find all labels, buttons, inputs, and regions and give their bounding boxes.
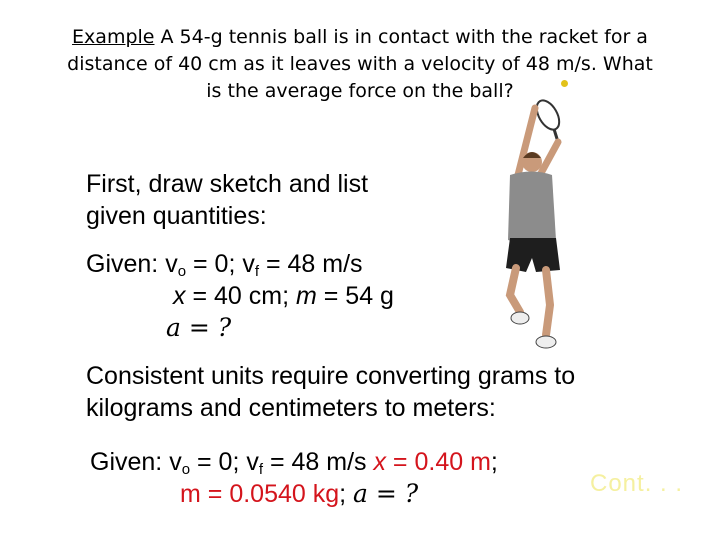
step1-text: [86, 168, 368, 232]
step2-line1: Consistent units require converting grams to: [86, 362, 576, 390]
step2-line2: kilograms and centimeters to meters:: [86, 394, 496, 422]
given1-line-acceleration: a = ?: [166, 313, 232, 342]
example-label: Example: [72, 26, 155, 48]
given-list-1: [86, 248, 394, 344]
title-line3: is the average force on the ball?: [206, 80, 514, 102]
given2-line-velocity-distance: Given: $v_o = 0$; $v_f = 48$ m/s x = 0.40 m;: [90, 448, 498, 478]
given-list-2: [90, 446, 498, 510]
title-line1: A 54-g tennis ball is in contact with the racket for a: [154, 26, 648, 48]
given1-line-distance-mass: x = 40 cm; m = 54 g: [173, 282, 394, 310]
step1-line1: First, draw sketch and list: [86, 170, 369, 198]
given1-line-velocity: Given: $v_o = 0$; $v_f = 48$ m/s: [86, 250, 363, 280]
problem-title: [20, 24, 700, 105]
continue-label: Cont. . .: [590, 470, 684, 497]
tennis-player-illustration: [480, 80, 590, 360]
title-line2: distance of 40 cm as it leaves with a velocity of 48 m/s. What: [67, 53, 653, 75]
given2-line-mass-acceleration: m = 0.0540 kg; a = ?: [180, 479, 419, 508]
step2-text: [86, 360, 575, 424]
step1-line2: given quantities:: [86, 202, 267, 230]
